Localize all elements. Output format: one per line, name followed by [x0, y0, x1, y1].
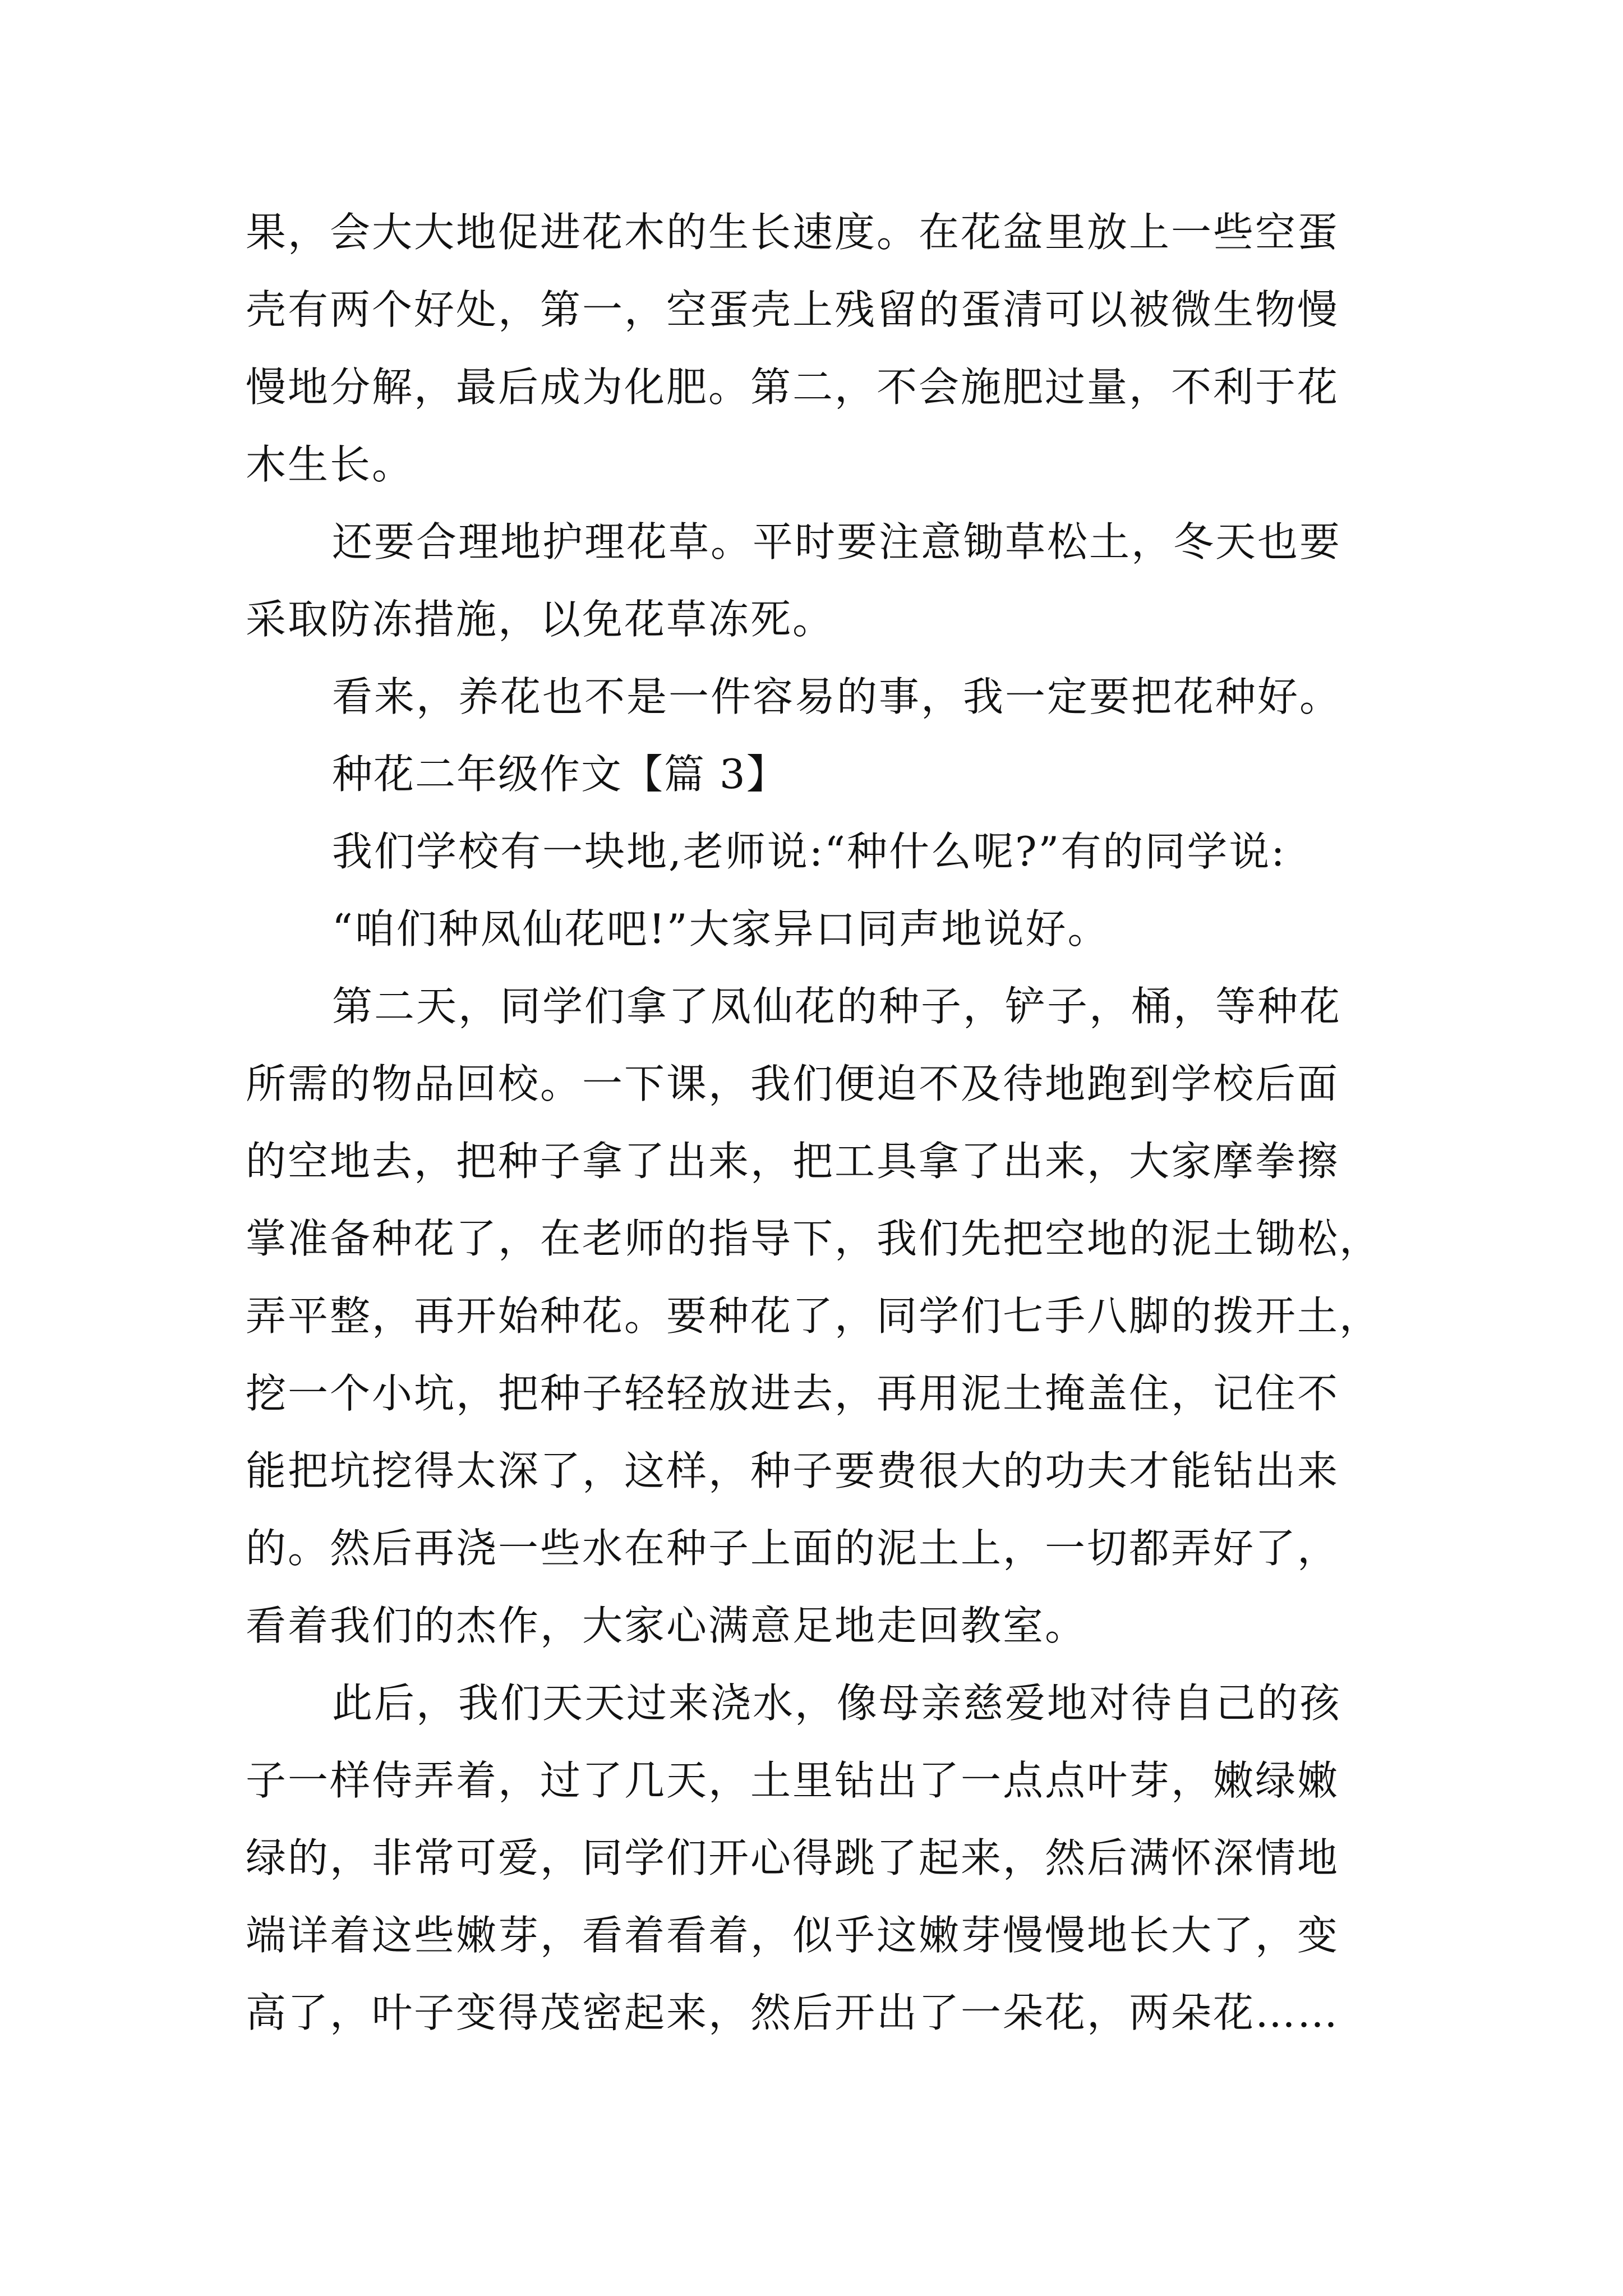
- text-line: “咱们种凤仙花吧!”大家异口同声地说好。: [332, 905, 1110, 953]
- text-line: 第二天，同学们拿了凤仙花的种子，铲子，桶，等种花: [332, 983, 1342, 1030]
- text-line: 壳有两个好处，第一，空蛋壳上残留的蛋清可以被微生物慢: [246, 286, 1340, 333]
- text-line: 我们学校有一块地,老师说:“种什么呢?”有的同学说:: [332, 828, 1287, 875]
- text-line: 采取防冻措施，以免花草冻死。: [246, 596, 835, 643]
- text-line: 的空地去，把种子拿了出来，把工具拿了出来，大家摩拳擦: [246, 1138, 1340, 1185]
- text-line: 弄平整，再开始种花。要种花了，同学们七手八脚的拨开土，: [246, 1292, 1382, 1340]
- text-line: 的。然后再浇一些水在种子上面的泥土上，一切都弄好了，: [246, 1525, 1340, 1572]
- text-line: 挖一个小坑，把种子轻轻放进去，再用泥土掩盖住，记住不: [246, 1370, 1340, 1417]
- text-line: 子一样侍弄着，过了几天，土里钻出了一点点叶芽，嫩绿嫩: [246, 1757, 1340, 1804]
- text-line: 看来，养花也不是一件容易的事，我一定要把花种好。: [332, 673, 1342, 720]
- text-line: 掌准备种花了，在老师的指导下，我们先把空地的泥土锄松，: [246, 1215, 1382, 1262]
- text-line: 还要合理地护理花草。平时要注意锄草松土，冬天也要: [332, 518, 1342, 565]
- text-line: 木生长。: [246, 441, 414, 488]
- text-line: 绿的，非常可爱，同学们开心得跳了起来，然后满怀深情地: [246, 1834, 1340, 1881]
- text-line: 此后，我们天天过来浇水，像母亲慈爱地对待自己的孩: [332, 1680, 1342, 1727]
- text-line: 果，会大大地促进花木的生长速度。在花盆里放上一些空蛋: [246, 209, 1340, 256]
- text-line: 端详着这些嫩芽，看着看着，似乎这嫩芽慢慢地长大了，变: [246, 1912, 1340, 1959]
- text-line: 看着我们的杰作，大家心满意足地走回教室。: [246, 1602, 1087, 1649]
- text-line: 高了，叶子变得茂密起来，然后开出了一朵花，两朵花……: [246, 1989, 1340, 2036]
- section-heading: 种花二年级作文【篇 3】: [332, 751, 788, 798]
- text-line: 慢地分解，最后成为化肥。第二，不会施肥过量，不利于花: [246, 364, 1340, 411]
- text-line: 所需的物品回校。一下课，我们便迫不及待地跑到学校后面: [246, 1060, 1340, 1107]
- text-line: 能把坑挖得太深了，这样，种子要费很大的功夫才能钻出来: [246, 1447, 1340, 1494]
